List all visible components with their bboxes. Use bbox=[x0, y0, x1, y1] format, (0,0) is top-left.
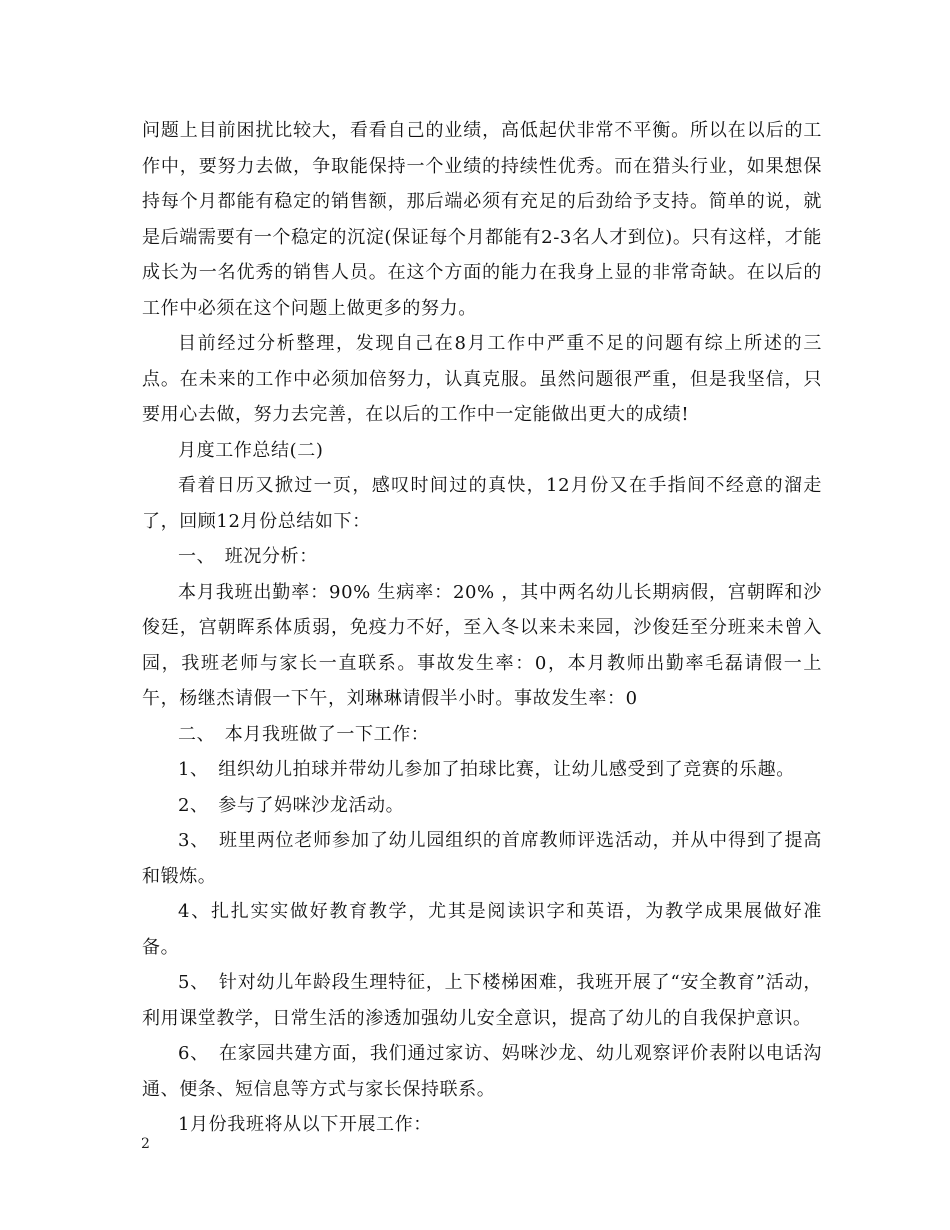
list-heading: 一、 班况分析： bbox=[178, 546, 318, 567]
page-number: 2 bbox=[141, 1136, 150, 1152]
paragraph: 看着日历又掀过一页，感叹时间过的真快，12月份又在手指间不经意的溜走了，回顾12月份总结如下： bbox=[142, 475, 822, 532]
paragraph: 目前经过分析整理，发现自己在8月工作中严重不足的问题有综上所述的三点。在未来的工作中必须加倍努力，认真克服。虽然问题很严重，但是我坚信，只要用心去做，努力去完善，在以后的工作中一定能做出更大的成绩! bbox=[142, 333, 822, 425]
list-item: 6、 在家园共建方面，我们通过家访、妈咪沙龙、幼儿观察评价表附以电话沟通、便条、短信息等方式与家长保持联系。 bbox=[142, 1043, 822, 1100]
list-item: 3、 班里两位老师参加了幼儿园组织的首席教师评选活动，并从中得到了提高和锻炼。 bbox=[142, 830, 822, 887]
list-item: 1、 组织幼儿拍球并带幼儿参加了拍球比赛，让幼儿感受到了竞赛的乐趣。 bbox=[178, 759, 795, 780]
list-item: 2、 参与了妈咪沙龙活动。 bbox=[178, 794, 405, 816]
list-heading: 二、 本月我班做了一下工作： bbox=[178, 723, 430, 745]
paragraph: 问题上目前困扰比较大，看看自己的业绩，高低起伏非常不平衡。所以在以后的工作中，要努力去做，争取能保持一个业绩的持续性优秀。而在猎头行业，如果想保持每个月都能有稳定的销售额，那后端必须有充足的后劲给予支持。简单的说，就是后端需要有一个稳定的沉淀(保证每个月都能有2-3名人才到位)。只有这样，才能成长为一名优秀的销售人员。在这个方面的能力在我身上显的非常奇缺。在以后的工作中必须在这个问题上做更多的努力。 bbox=[142, 120, 822, 319]
section-heading: 月度工作总结(二) bbox=[178, 439, 324, 461]
list-item: 4、扎扎实实做好教育教学，尤其是阅读识字和英语，为教学成果展做好准备。 bbox=[142, 901, 822, 958]
list-item: 5、 针对幼儿年龄段生理特征，上下楼梯困难，我班开展了“安全教育”活动，利用课堂教学，日常生活的渗透加强幼儿安全意识，提高了幼儿的自我保护意识。 bbox=[142, 972, 822, 1029]
document-body bbox=[142, 113, 822, 1143]
paragraph: 本月我班出勤率：90% 生病率：20% ，其中两名幼儿长期病假，宫朝晖和沙俊廷，宫朝晖系体质弱，免疫力不好，至入冬以来未来园，沙俊廷至分班来未曾入园，我班老师与家长一直联系。事故发生率：0，本月教师出勤率毛磊请假一上午，杨继杰请假一下午，刘琳琳请假半小时。事故发生率：0 bbox=[142, 581, 822, 709]
paragraph: 1月份我班将从以下开展工作： bbox=[178, 1114, 432, 1135]
